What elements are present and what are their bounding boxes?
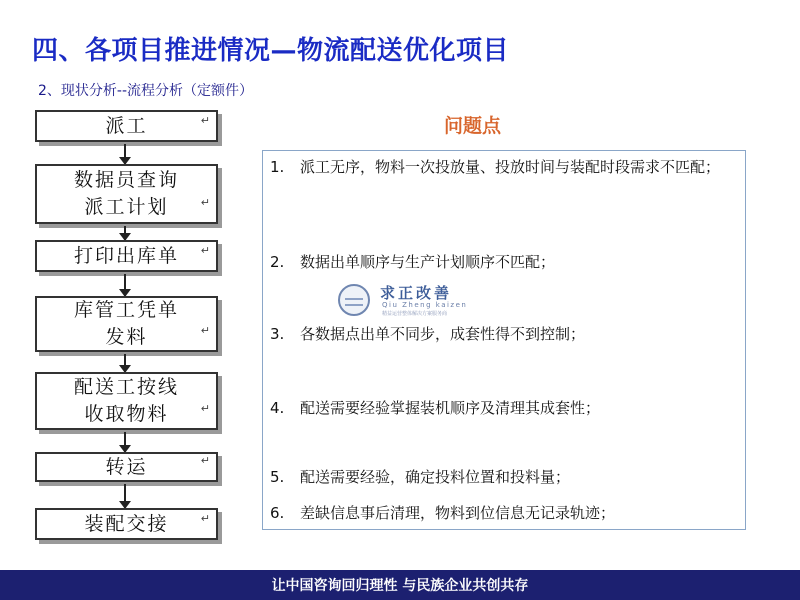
problem-text: 配送需要经验掌握装机顺序及清理其成套性；: [300, 399, 601, 417]
problems-heading: 问题点: [444, 115, 502, 137]
return-mark: ↵: [200, 244, 210, 257]
return-mark: ↵: [200, 454, 210, 467]
logo-pinyin: Qiu Zheng kaizen: [382, 301, 468, 309]
problem-number: 2.: [270, 253, 285, 271]
problem-text: 各数据点出单不同步，成套性得不到控制；: [300, 325, 586, 343]
flow-step-label: 装配交接: [84, 512, 169, 535]
flow-arrow: [124, 432, 126, 452]
process-flowchart: [0, 0, 260, 560]
flow-step-handover: [35, 508, 218, 540]
problem-number: 5.: [270, 468, 285, 486]
flow-arrow: [124, 484, 126, 508]
return-mark: ↵: [200, 196, 210, 209]
flow-step-print-slip: [35, 240, 218, 272]
logo-slogan: 精益运营整体解决方案服务商: [382, 311, 448, 317]
flow-arrow: [124, 274, 126, 296]
problem-item: [270, 466, 738, 489]
flow-arrow: [124, 354, 126, 372]
flow-step-transfer: [35, 452, 218, 482]
flow-step-label: 配送工按线 收取物料: [73, 376, 179, 425]
flow-step-label: 转运: [105, 455, 148, 478]
problem-text: 数据出单顺序与生产计划顺序不匹配；: [300, 253, 556, 271]
logo-emblem-icon: [338, 284, 370, 316]
flow-step-collect-material: [35, 372, 218, 430]
page-title: 四、各项目推进情况—物流配送优化项目: [32, 36, 510, 66]
problem-number: 4.: [270, 399, 285, 417]
page-subtitle: 2、现状分析--流程分析（定额件）: [38, 83, 254, 99]
return-mark: ↵: [200, 512, 210, 525]
return-mark: ↵: [200, 324, 210, 337]
return-mark: ↵: [200, 402, 210, 415]
flow-arrow: [124, 144, 126, 164]
footer-banner: [0, 570, 800, 600]
problem-item: [270, 323, 738, 346]
flow-step-label: 库管工凭单 发料: [73, 299, 179, 348]
problem-text: 差缺信息事后清理，物料到位信息无记录轨迹；: [300, 504, 616, 522]
problem-number: 3.: [270, 325, 285, 343]
flow-arrow: [124, 226, 126, 240]
watermark-logo: [338, 280, 478, 320]
flow-step-label: 打印出库单: [73, 244, 179, 267]
problem-item: [270, 156, 738, 179]
problem-number: 1.: [270, 158, 285, 176]
problem-number: 6.: [270, 504, 285, 522]
problem-text: 配送需要经验，确定投料位置和投料量；: [300, 468, 571, 486]
flow-step-query-plan: [35, 164, 218, 224]
problem-item: [270, 502, 738, 525]
flow-step-dispatch: [35, 110, 218, 142]
flow-step-label: 派工: [105, 114, 148, 137]
footer-text: 让中国咨询回归理性 与民族企业共创共存: [271, 578, 529, 594]
problem-item: [270, 397, 738, 420]
problem-text: 派工无序，物料一次投放量、投放时间与装配时段需求不匹配；: [300, 158, 721, 176]
problem-item: [270, 251, 738, 274]
return-mark: ↵: [200, 114, 210, 127]
flow-step-label: 数据员查询 派工计划: [73, 169, 179, 218]
flow-step-issue-material: [35, 296, 218, 352]
logo-name: 求正改善: [380, 284, 453, 302]
